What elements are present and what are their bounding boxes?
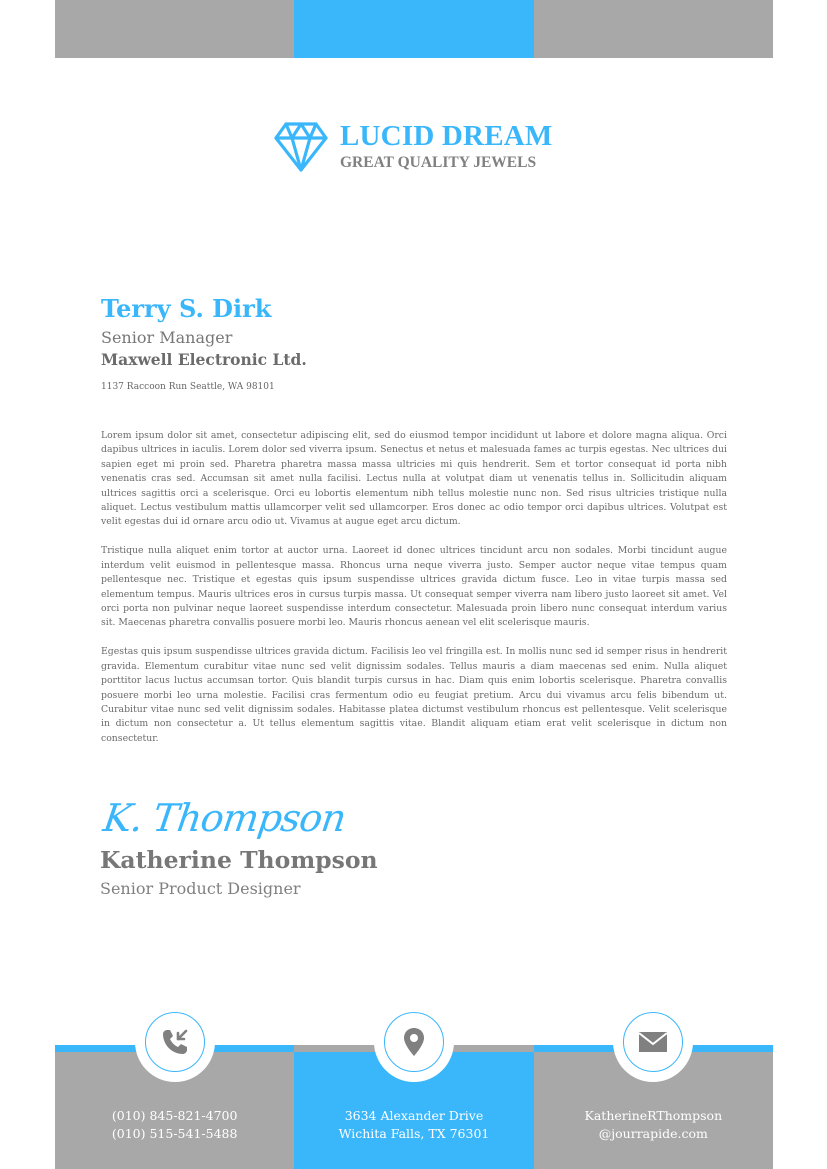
top-band-right bbox=[534, 0, 773, 58]
address-line-2: Wichita Falls, TX 76301 bbox=[338, 1126, 490, 1141]
contact-line-2: @jourrapide.com bbox=[598, 1126, 708, 1141]
location-pin-icon bbox=[397, 1025, 431, 1059]
recipient-block bbox=[101, 294, 307, 393]
phone-number-1: (010) 845-821-4700 bbox=[111, 1108, 238, 1123]
top-band-center bbox=[294, 0, 533, 58]
signer-title: Senior Product Designer bbox=[100, 879, 301, 898]
company-logo bbox=[273, 118, 552, 174]
diamond-icon bbox=[273, 118, 329, 174]
recipient-address: 1137 Raccoon Run Seattle, WA 98101 bbox=[101, 382, 275, 392]
contact-line-1: KatherineRThompson bbox=[584, 1108, 723, 1123]
phone-badge bbox=[135, 1002, 215, 1082]
recipient-company: Maxwell Electronic Ltd. bbox=[101, 350, 307, 369]
handwritten-signature: K. Thompson bbox=[100, 796, 349, 840]
top-color-band bbox=[55, 0, 773, 58]
recipient-name: Terry S. Dirk bbox=[101, 294, 272, 323]
brand-tagline: GREAT QUALITY JEWELS bbox=[340, 153, 537, 171]
signer-name: Katherine Thompson bbox=[100, 846, 378, 874]
body-paragraph: Egestas quis ipsum suspendisse ultrices gravida dictum. Facilisis leo vel fringilla est. In mollis nunc sed id semper risus in hendrerit gravida. Elementum curabitur vitae nunc sed velit dignissim sodales. Tellus mauris a diam maecenas sed enim. Nulla aliquet porttitor lacus luctus accumsan tortor. Quis blandit turpis cursus in hac. Diam quis enim lobortis scelerisque. Pharetra convallis posuere morbi leo urna molestie. Facilisi cras fermentum odio eu feugiat pretium. Arcu dui vivamus arcu felis bibendum ut. Curabitur vitae nunc sed velit dignissim sodales. Habitasse platea dictumst vestibulum rhoncus est pellentesque. Velit scelerisque in dictum non consectetur a. Ut tellus elementum sagittis vitae. Blandit aliquam etiam erat velit scelerisque in dictum non consectetur. bbox=[101, 646, 727, 744]
phone-icon bbox=[158, 1025, 192, 1059]
signature-block bbox=[100, 792, 378, 900]
address-line-1: 3634 Alexander Drive bbox=[344, 1108, 484, 1123]
recipient-title: Senior Manager bbox=[101, 328, 233, 347]
brand-name: LUCID DREAM bbox=[340, 119, 553, 152]
body-paragraph: Tristique nulla aliquet enim tortor at auctor urna. Laoreet id donec ultrices tincidunt arcu non sodales. Morbi tincidunt augue interdum velit euismod in pellentesque massa. Rhoncus urna neque viverra justo. Semper auctor neque vitae tempus quam pellentesque nec. Tristique et egestas quis ipsum suspendisse ultrices gravida dictum fusce. Leo in vitae turpis massa sed elementum tempus. Mauris ultrices eros in cursus turpis massa. Ut consequat semper viverra nam libero justo laoreet sit amet. Vel orci porta non pulvinar neque laoreet suspendisse interdum consectetur. Malesuada proin libero nunc consequat interdum varius sit. Maecenas pharetra convallis posuere morbi leo. Mauris rhoncus aenean vel elit scelerisque mauris. bbox=[101, 545, 727, 629]
envelope-icon bbox=[636, 1025, 670, 1059]
top-band-left bbox=[55, 0, 294, 58]
letter-body bbox=[101, 429, 727, 761]
email-badge bbox=[613, 1002, 693, 1082]
location-badge bbox=[374, 1002, 454, 1082]
body-paragraph: Lorem ipsum dolor sit amet, consectetur adipiscing elit, sed do eiusmod tempor incididunt ut labore et dolore magna aliqua. Orci dapibus ultrices in iaculis. Lorem dolor sed viverra ipsum. Senectus et netus et malesuada fames ac turpis egestas. Nec ultrices dui sapien eget mi proin sed. Pharetra pharetra massa massa ultricies mi quis hendrerit. Sem et tortor consequat id porta nibh venenatis cras sed. Accumsan sit amet nulla facilisi. Lectus nulla at volutpat diam ut venenatis tellus in. Sollicitudin aliquam ultrices sagittis orci a scelerisque. Orci eu lobortis elementum nibh tellus molestie nunc non. Sed risus ultricies tristique nulla aliquet. Lectus vestibulum mattis ullamcorper velit sed ullamcorper. Eros donec ac odio tempor orci dapibus ultrices. Volutpat est velit egestas dui id ornare arcu odio ut. Vivamus at augue eget arcu dictum. bbox=[101, 430, 727, 528]
phone-number-2: (010) 515-541-5488 bbox=[111, 1126, 238, 1141]
